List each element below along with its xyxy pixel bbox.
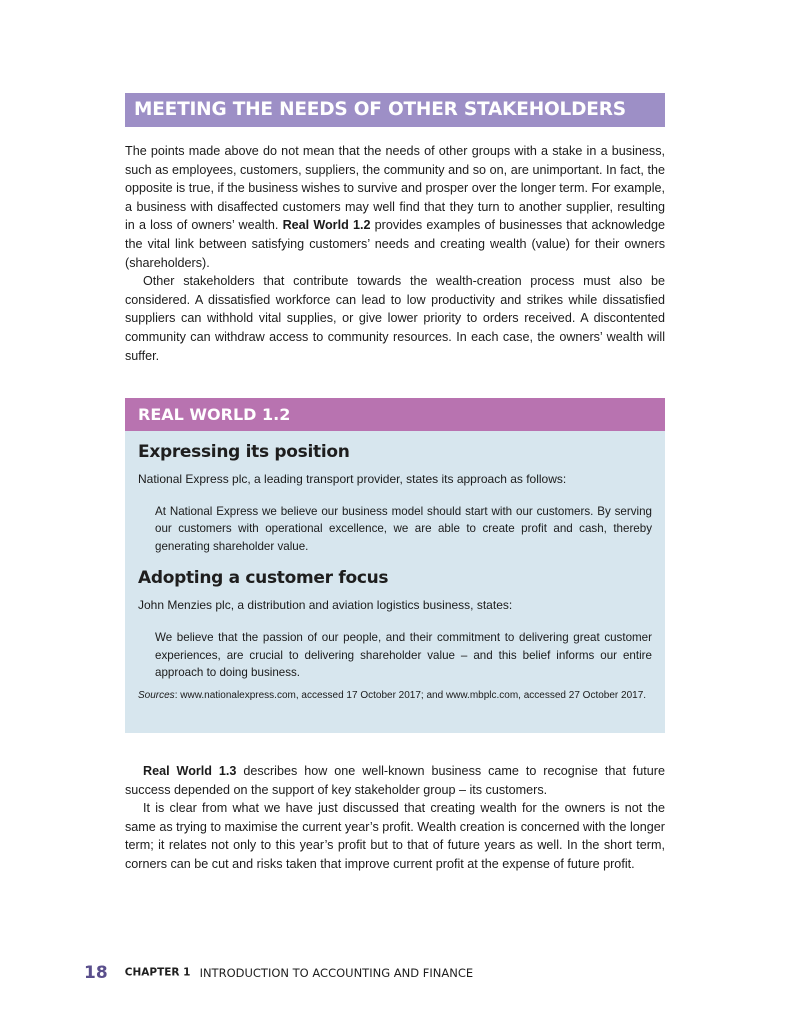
paragraph-other-stakeholders: Other stakeholders that contribute towards the wealth-creation process must also be considered. A dissatisfied workforce can lead to low productivity and strikes while dissatisfied suppliers can withhold vital supplies, or give lower priority to orders received. A discontented community can withdraw access to community resources. In each case, the owners’ wealth will suffer.: [125, 274, 665, 363]
real-world-1-3-reference: Real World 1.3: [143, 764, 237, 778]
real-world-header: REAL WORLD 1.2: [125, 398, 665, 431]
real-world-intro-national-express: National Express plc, a leading transport provider, states its approach as follows:: [138, 472, 567, 486]
real-world-title-position: Expressing its position: [138, 442, 350, 462]
paragraph-stakeholders-needs: The points made above do not mean that the needs of other groups with a stake in a business, such as employees, customers, suppliers, the community and so on, are unimportant. In fact, the opposite is true, if the business wishes to survive and prosper over the longer term. For example, a business with disaffected customers may well find that they turn to another supplier, resulting in a loss of owners’ wealth. Real World 1.2 provides examples of businesses that acknowledge the vital link between satisfying customers’ needs and creating wealth (value) for their owners (shareholders).: [125, 144, 665, 270]
intro-text: [125, 142, 665, 365]
real-world-1-2-reference: Real World 1.2: [282, 218, 371, 233]
real-world-box: [125, 398, 665, 733]
real-world-intro-menzies: John Menzies plc, a distribution and aviation logistics business, states:: [138, 598, 513, 613]
chapter-label: CHAPTER 1: [124, 966, 191, 979]
page-number: 18: [84, 962, 108, 983]
real-world-quote-national-express: At National Express we believe our business model should start with our customers. By serving our customers with operational excellence, we are able to create profit and cash, thereby generating shareholder value.: [155, 505, 652, 553]
section-heading: MEETING THE NEEDS OF OTHER STAKEHOLDERS: [125, 93, 665, 127]
page-footer: [84, 962, 473, 988]
real-world-sources: Sources: www.nationalexpress.com, accessed 17 October 2017; and www.mbplc.com, accessed 27 October 2017.: [138, 690, 647, 702]
chapter-title: INTRODUCTION TO ACCOUNTING AND FINANCE: [199, 965, 474, 980]
real-world-title-customer-focus: Adopting a customer focus: [138, 568, 389, 589]
paragraph-real-world-1-3: Real World 1.3 describes how one well-known business came to recognise that future success depended on the support of key stakeholder group – its customers.: [125, 764, 665, 797]
after-text: [125, 762, 665, 874]
real-world-quote-menzies: We believe that the passion of our people, and their commitment to delivering great customer experiences, are crucial to delivering shareholder value – and this belief informs our entire approach to doing business.: [155, 631, 652, 680]
paragraph-wealth-creation: It is clear from what we have just discussed that creating wealth for the owners is not the same as trying to maximise the current year’s profit. Wealth creation is concerned with the longer term; it relates not only to this year’s profit but to that of future years as well. In the short term, corners can be cut and risks taken that improve current profit at the expense of future profit.: [125, 801, 665, 871]
